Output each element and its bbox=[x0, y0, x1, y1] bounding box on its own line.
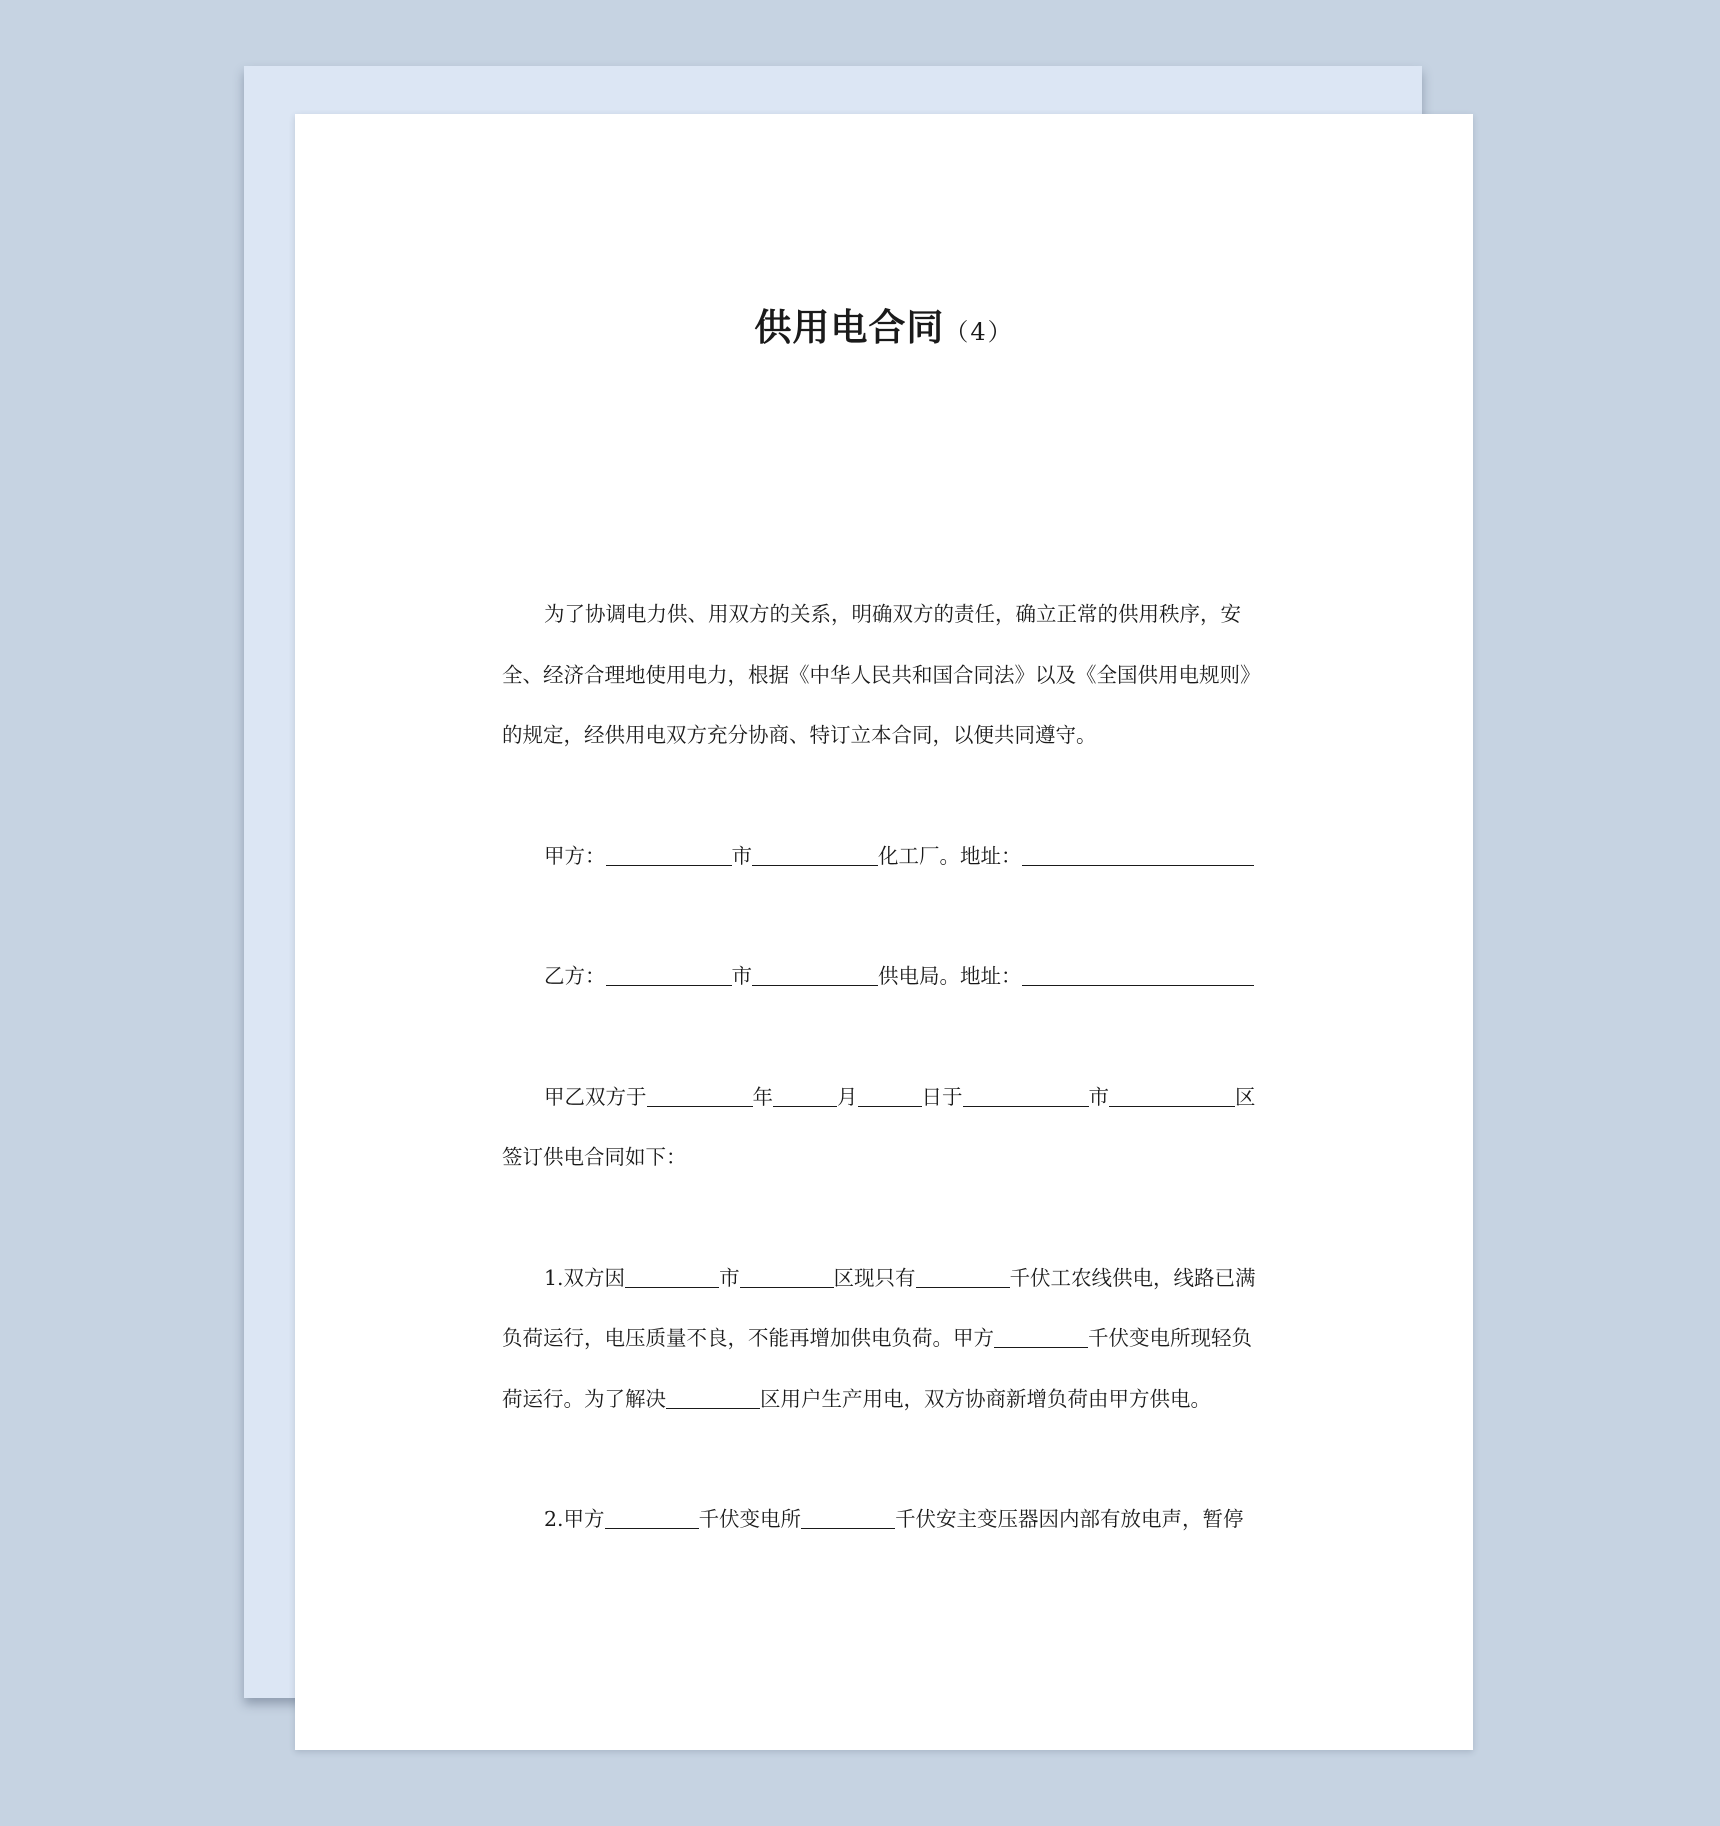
clause-2-a: 2.甲方 bbox=[544, 1507, 605, 1531]
blank-field[interactable] bbox=[1022, 965, 1254, 986]
signing-year: 年 bbox=[752, 1084, 773, 1109]
clause-1-b: 市 bbox=[719, 1265, 740, 1290]
party-b-org: 供电局。地址： bbox=[878, 964, 1022, 988]
signing-city: 市 bbox=[1088, 1084, 1109, 1109]
signing-line-1 bbox=[502, 1067, 1268, 1128]
blank-field[interactable] bbox=[606, 965, 732, 986]
party-b-label: 乙方： bbox=[544, 964, 606, 988]
intro-line-1: 为了协调电力供、用双方的关系，明确双方的责任，确立正常的供用秩序，安 bbox=[544, 602, 1241, 626]
intro-line-2: 全、经济合理地使用电力，根据《中华人民共和国合同法》以及《全国供用电规则》 bbox=[502, 662, 1261, 687]
clause-1-line3-b: 区用户生产用电，双方协商新增负荷由甲方供电。 bbox=[760, 1386, 1211, 1411]
signing-day: 日于 bbox=[921, 1084, 963, 1109]
blank-field[interactable] bbox=[963, 1086, 1089, 1107]
signing-month: 月 bbox=[837, 1084, 858, 1109]
clause-1-c: 区现只有 bbox=[833, 1265, 916, 1290]
clause-2-b: 千伏变电所 bbox=[698, 1507, 802, 1531]
blank-field[interactable] bbox=[740, 1267, 834, 1288]
signing-line-2: 签订供电合同如下： bbox=[502, 1145, 687, 1169]
title-text: 供用电合同 bbox=[754, 306, 945, 349]
intro-line-3: 的规定，经供用电双方充分协商、特订立本合同，以便共同遵守。 bbox=[502, 723, 1097, 747]
blank-field[interactable] bbox=[752, 845, 878, 866]
party-a-org: 化工厂。地址： bbox=[878, 843, 1022, 868]
signing-prefix: 甲乙双方于 bbox=[544, 1084, 647, 1109]
blank-field[interactable] bbox=[606, 845, 732, 866]
blank-field[interactable] bbox=[994, 1327, 1088, 1348]
blank-field[interactable] bbox=[801, 1508, 895, 1529]
clause-1-line3-a: 荷运行。为了解决 bbox=[502, 1386, 666, 1411]
contract-body bbox=[502, 584, 1268, 1550]
blank-field[interactable] bbox=[916, 1267, 1010, 1288]
page-title bbox=[295, 306, 1473, 349]
blank-field[interactable] bbox=[858, 1086, 922, 1107]
clause-1-line2-b: 千伏变电所现轻负 bbox=[1088, 1326, 1252, 1350]
clause-1-line-2 bbox=[502, 1308, 1268, 1369]
party-a-line bbox=[502, 826, 1268, 887]
clause-1-line-3 bbox=[502, 1369, 1268, 1430]
clause-1-a: 1.双方因 bbox=[544, 1265, 626, 1290]
signing-district: 区 bbox=[1235, 1084, 1256, 1109]
clause-1-line2-a: 负荷运行，电压质量不良，不能再增加供电负荷。甲方 bbox=[502, 1326, 994, 1350]
blank-field[interactable] bbox=[647, 1086, 753, 1107]
clause-2-line-1 bbox=[502, 1489, 1268, 1550]
party-a-city: 市 bbox=[731, 843, 752, 868]
title-number: （4） bbox=[944, 318, 1014, 346]
blank-field[interactable] bbox=[1109, 1086, 1235, 1107]
blank-field[interactable] bbox=[666, 1388, 760, 1409]
blank-field[interactable] bbox=[625, 1267, 719, 1288]
clause-1-line-1 bbox=[502, 1248, 1268, 1309]
blank-field[interactable] bbox=[752, 965, 878, 986]
blank-field[interactable] bbox=[1022, 845, 1254, 866]
party-b-line bbox=[502, 946, 1268, 1007]
party-a-label: 甲方： bbox=[544, 843, 606, 868]
clause-1-d: 千伏工农线供电，线路已满 bbox=[1009, 1265, 1256, 1290]
party-b-city: 市 bbox=[731, 964, 752, 988]
clause-2-c: 千伏安主变压器因内部有放电声，暂停 bbox=[895, 1507, 1244, 1531]
blank-field[interactable] bbox=[773, 1086, 837, 1107]
document-page bbox=[295, 114, 1473, 1750]
blank-field[interactable] bbox=[605, 1508, 699, 1529]
